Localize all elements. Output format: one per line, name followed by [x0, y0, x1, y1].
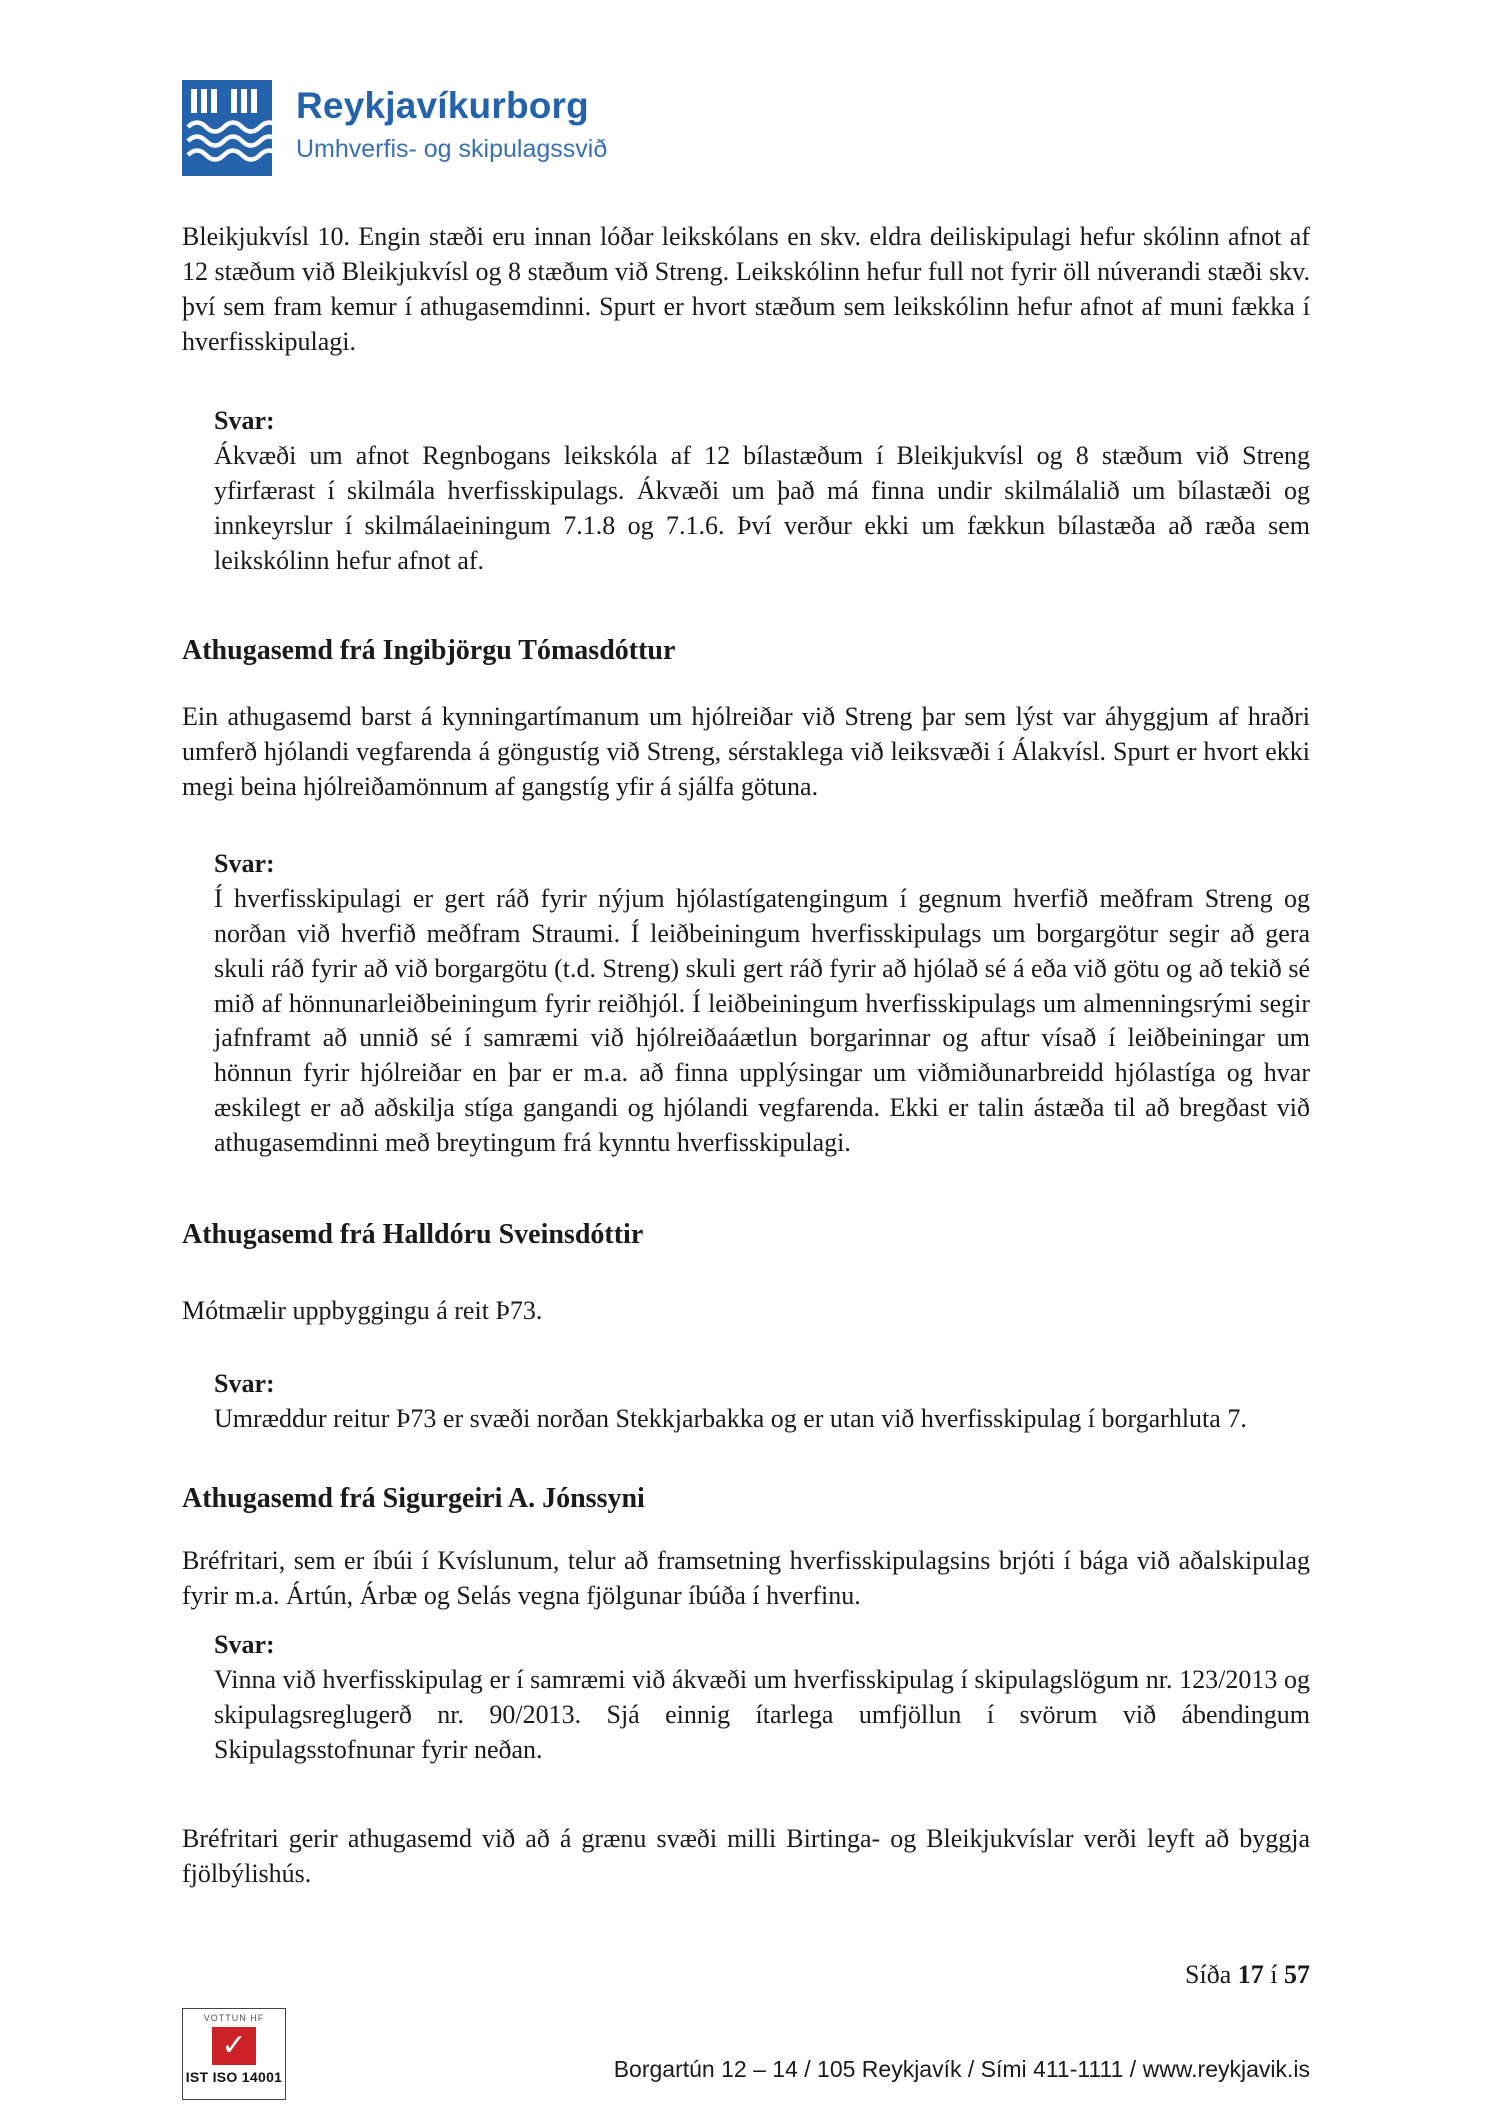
answer-text: Ákvæði um afnot Regnbogans leikskóla af 12 bílastæðum í Bleikjukvísl og 8 stæðum við Streng yfirfærast í skilmála hverfisskipulags. Ákvæði um það má finna undir skilmálalið um bílastæði og innkeyrslur í skilmálaeiningum 7.1.8 og 7.1.6. Því verður ekki um fækkun bílastæða að ræða sem leikskólinn hefur afnot af.: [214, 440, 1310, 575]
answer-label: Svar:: [214, 1369, 275, 1399]
answer-block: [214, 1367, 1310, 1437]
answer-label: Svar:: [214, 1630, 275, 1660]
page-number: [1185, 1958, 1310, 1993]
org-department: Umhverfis- og skipulagssvið: [296, 134, 608, 163]
page-number-prefix: Síða: [1185, 1960, 1232, 1989]
answer-text: Vinna við hverfisskipulag er í samræmi við ákvæði um hverfisskipulag í skipulagslögum nr. 123/2013 og skipulagsreglugerð nr. 90/2013. Sjá einnig ítarlega umfjöllun í svörum við ábendingum Skipulagsstofnunar fyrir neðan.: [214, 1665, 1310, 1765]
page-number-separator: í: [1270, 1960, 1278, 1989]
cert-issuer-label: VOTTUN HF: [203, 2013, 265, 2023]
footer-address: Borgartún 12 – 14 / 105 Reykjavík / Sími 411-1111 / www.reykjavik.is: [613, 2056, 1310, 2082]
answer-text: Umræddur reitur Þ73 er svæði norðan Stekkjarbakka og er utan við hverfisskipulag í borgarhluta 7.: [214, 1404, 1247, 1434]
cert-checkmark-icon: ✓: [212, 2027, 256, 2065]
section-heading: Athugasemd frá Ingibjörgu Tómasdóttur: [182, 634, 676, 666]
body-paragraph: Bréfritari gerir athugasemd við að á grænu svæði milli Birtinga- og Bleikjukvíslar verði leyft að byggja fjölbýlishús.: [182, 1824, 1310, 1889]
answer-text: Í hverfisskipulagi er gert ráð fyrir nýjum hjólastígatengingum í gegnum hverfið meðfram Streng og norðan við hverfið meðfram Straumi. Í leiðbeiningum hverfisskipulags um borgargötur segir að gera skuli ráð fyrir að við borgargötu (t.d. Streng) skuli gert ráð fyrir að hjólað sé á eða við götu og að tekið sé mið af hönnunarleiðbeiningum fyrir reiðhjól. Í leiðbeiningum hverfisskipulags um almenningsrými segir jafnframt að unnið sé í samræmi við hjólreiðaáætlun borgarinnar og aftur vísað í leiðbeiningar um hönnun fyrir hjólreiðar en þar er m.a. að finna upplýsingar um viðmiðunarbreidd hjólastíga og hvar æskilegt er að aðskilja stíga gangandi og hjólandi vegfarenda. Ekki er talin ástæða til að bregðast við athugasemdinni með breytingum frá kynntu hverfisskipulagi.: [214, 883, 1310, 1158]
answer-block: [214, 1628, 1310, 1768]
page-number-total: 57: [1284, 1960, 1310, 1989]
answer-label: Svar:: [214, 405, 275, 435]
answer-label: Svar:: [214, 848, 275, 878]
org-logo: [182, 80, 1310, 180]
section-heading: Athugasemd frá Halldóru Sveinsdóttir: [182, 1219, 644, 1251]
org-logo-text: [296, 80, 607, 166]
iso-certification-stamp: [182, 2008, 286, 2100]
body-paragraph: Mótmælir uppbyggingu á reit Þ73.: [182, 1296, 543, 1326]
reykjavik-coat-of-arms-icon: [182, 80, 272, 176]
section-heading: Athugasemd frá Sigurgeiri A. Jónssyni: [182, 1483, 645, 1515]
body-paragraph: Bréfritari, sem er íbúi í Kvíslunum, telur að framsetning hverfisskipulagsins brjóti í bága við aðalskipulag fyrir m.a. Ártún, Árbæ og Selás vegna fjölgunar íbúða í hverfinu.: [182, 1546, 1310, 1611]
body-paragraph: Bleikjukvísl 10. Engin stæði eru innan lóðar leikskólans en skv. eldra deiliskipulagi hefur skólinn afnot af 12 stæðum við Bleikjukvísl og 8 stæðum við Streng. Leikskólinn hefur full not fyrir öll núverandi stæði skv. því sem fram kemur í athugasemdinni. Spurt er hvort stæðum sem leikskólinn hefur afnot af muni fækka í hverfisskipulagi.: [182, 222, 1310, 356]
cert-standard-label: IST ISO 14001: [185, 2069, 283, 2086]
answer-block: [214, 847, 1310, 1162]
body-paragraph: Ein athugasemd barst á kynningartímanum um hjólreiðar við Streng þar sem lýst var áhyggjum af hraðri umferð hjólandi vegfarenda á göngustíg við Streng, sérstaklega við leiksvæði í Álakvísl. Spurt er hvort ekki megi beina hjólreiðamönnum af gangstíg yfir á sjálfa götuna.: [182, 701, 1310, 801]
org-name: Reykjavíkurborg: [296, 85, 589, 126]
page-number-current: 17: [1237, 1960, 1264, 1989]
answer-block: [214, 404, 1310, 579]
